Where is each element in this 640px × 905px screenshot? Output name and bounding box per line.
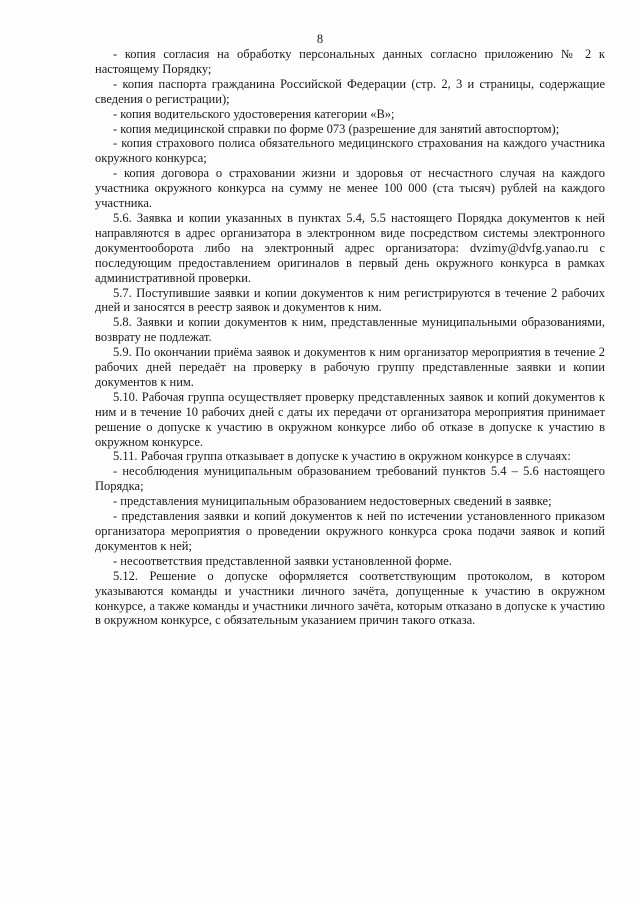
paragraph-5-10: 5.10. Рабочая группа осуществляет проверку представленных заявок и копий документов к ним и в течение 10 рабочих дней с даты их передачи от организатора мероприятия принимает решение о допуске к участию в окружном конкурсе либо об отказе в допуске к участию в окружном конкурсе. (95, 389, 605, 449)
paragraph-insurance-policy-copy: - копия страхового полиса обязательного медицинского страхования на каждого участника окружного конкурса; (95, 136, 605, 166)
paragraph-medical-copy: - копия медицинской справки по форме 073 (разрешение для занятий автоспортом); (113, 121, 560, 136)
paragraph-5-7: 5.7. Поступившие заявки и копии документов к ним регистрируются в течение 2 рабочих дней и заносятся в реестр заявок и документов к ним. (95, 285, 605, 315)
paragraph-passport-copy: - копия паспорта гражданина Российской Федерации (стр. 2, 3 и страницы, содержащие сведения о регистрации); (95, 76, 605, 106)
paragraph-5-11: 5.11. Рабочая группа отказывает в допуске к участию в окружном конкурсе в случаях: (113, 449, 571, 464)
paragraph-refusal-noncompliance: - несоблюдения муниципальным образованием требований пунктов 5.4 – 5.6 настоящего Порядка; (95, 464, 605, 494)
paragraph-5-12: 5.12. Решение о допуске оформляется соответствующим протоколом, в котором указываются команды и участники личного зачёта, допущенные к участию в окружном конкурсе, а также команды и участники личного зачёта, которым отказано в допуске к участию в окружном конкурсе, с обязательным указанием причин такого отказа. (95, 568, 605, 628)
paragraph-5-8: 5.8. Заявки и копии документов к ним, представленные муниципальными образованиями, возврату не подлежат. (95, 315, 605, 345)
paragraph-consent-copy: - копия согласия на обработку персональных данных согласно приложению № 2 к настоящему Порядку; (95, 47, 605, 76)
paragraph-5-6: 5.6. Заявка и копии указанных в пунктах 5.4, 5.5 настоящего Порядка документов к ней направляются в адрес организатора в электронном виде посредством системы электронного документооборота либо на электронный адрес организатора: dvzimy@dvfg.yanao.ru с последующим предоставлением оригиналов в первый день окружного конкурса в рамках административной проверки. (95, 210, 605, 285)
document-body (95, 47, 605, 628)
paragraph-license-copy: - копия водительского удостоверения категории «В»; (113, 106, 395, 121)
paragraph-5-9: 5.9. По окончании приёма заявок и документов к ним организатор мероприятия в течение 2 рабочих дней передаёт на проверку в рабочую группу представленные заявки и копии документов к ним. (95, 345, 605, 389)
page-number: 8 (316, 32, 324, 46)
paragraph-refusal-late-submission: - представления заявки и копий документов к ней по истечении установленного приказом организатора мероприятия о проведении окружного конкурса срока подачи заявок и копий документов к ней; (95, 509, 605, 553)
paragraph-life-insurance-copy: - копия договора о страховании жизни и здоровья от несчастного случая на каждого участника окружного конкурса на сумму не менее 100 000 (ста тысяч) рублей на каждого участника. (95, 166, 605, 211)
paragraph-refusal-false-info: - представления муниципальным образованием недостоверных сведений в заявке; (113, 494, 552, 509)
paragraph-refusal-wrong-form: - несоответствия представленной заявки установленной форме. (113, 553, 452, 568)
